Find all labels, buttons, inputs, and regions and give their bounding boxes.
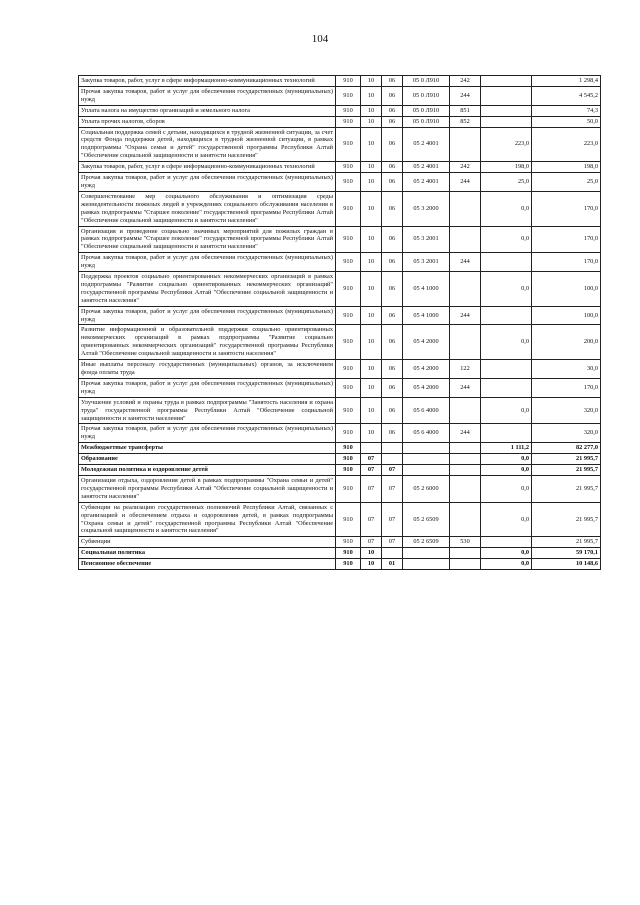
expense-type-code: 852 <box>450 116 481 127</box>
row-description: Развитие информационной и образовательной поддержки социально ориентированных некоммерческих организаций в рамках подпрограммы "Развитие социально ориентированных некоммерческих организаций" государственной программы Республики Алтай "Обеспечение социальной защищенности и занятости населения" <box>79 325 336 360</box>
admin-code: 910 <box>336 105 361 116</box>
admin-code: 910 <box>336 397 361 424</box>
expense-type-code <box>450 325 481 360</box>
subsection-code: 06 <box>382 272 403 307</box>
target-article-code: 05 0 Л910 <box>403 116 450 127</box>
subsection-code: 06 <box>382 173 403 192</box>
target-article-code: 05 0 Л910 <box>403 105 450 116</box>
amount-2: 82 277,0 <box>532 443 601 454</box>
admin-code: 910 <box>336 253 361 272</box>
amount-1 <box>481 86 532 105</box>
section-code: 07 <box>361 465 382 476</box>
table-row <box>79 127 601 162</box>
section-code: 10 <box>361 162 382 173</box>
expense-type-code: 244 <box>450 306 481 325</box>
expense-type-code: 244 <box>450 424 481 443</box>
amount-2: 4 545,2 <box>532 86 601 105</box>
target-article-code: 05 4 1000 <box>403 272 450 307</box>
amount-2: 100,0 <box>532 306 601 325</box>
amount-1: 0,0 <box>481 465 532 476</box>
expense-type-code <box>450 548 481 559</box>
admin-code: 910 <box>336 465 361 476</box>
row-description: Уплата прочих налогов, сборов <box>79 116 336 127</box>
amount-1: 0,0 <box>481 325 532 360</box>
admin-code: 910 <box>336 116 361 127</box>
amount-1: 25,0 <box>481 173 532 192</box>
expense-type-code: 244 <box>450 86 481 105</box>
table-row <box>79 465 601 476</box>
admin-code: 910 <box>336 475 361 502</box>
section-code <box>361 443 382 454</box>
table-row <box>79 253 601 272</box>
amount-2: 21 995,7 <box>532 454 601 465</box>
amount-1: 0,0 <box>481 226 532 253</box>
table-row <box>79 226 601 253</box>
expense-type-code <box>450 443 481 454</box>
table-row <box>79 443 601 454</box>
row-description: Закупка товаров, работ, услуг в сфере информационно-коммуникационных технологий <box>79 162 336 173</box>
admin-code: 910 <box>336 378 361 397</box>
section-code: 10 <box>361 424 382 443</box>
target-article-code: 05 3 2000 <box>403 191 450 226</box>
row-description: Социальная поддержка семей с детьми, находящихся в трудной жизненной ситуации, за счет средств Фонда поддержки детей, находящихся в трудной жизненной ситуации, в рамках подпрограммы "Охрана семьи и детей" государственной программы Республики Алтай "Обеспечение социальной защищенности и занятости населения" <box>79 127 336 162</box>
amount-2: 170,0 <box>532 191 601 226</box>
row-description: Субвенции на реализацию государственных полномочий Республики Алтай, связанных с организацией и обеспечением отдыха и оздоровления детей, в рамках подпрограммы "Охрана семьи и детей" государственной программы Республики Алтай "Обеспечение социальной защищенности и занятости населения" <box>79 502 336 537</box>
admin-code: 910 <box>336 559 361 570</box>
subsection-code: 06 <box>382 86 403 105</box>
table-row <box>79 116 601 127</box>
amount-2: 10 148,6 <box>532 559 601 570</box>
amount-2: 74,3 <box>532 105 601 116</box>
section-code: 10 <box>361 325 382 360</box>
amount-2: 320,0 <box>532 424 601 443</box>
subsection-code: 06 <box>382 162 403 173</box>
row-description: Прочая закупка товаров, работ и услуг для обеспечения государственных (муниципальных) нужд <box>79 306 336 325</box>
admin-code: 910 <box>336 325 361 360</box>
target-article-code: 05 6 4000 <box>403 424 450 443</box>
table-row <box>79 360 601 379</box>
amount-2: 21 995,7 <box>532 502 601 537</box>
subsection-code: 07 <box>382 537 403 548</box>
amount-2: 59 170,1 <box>532 548 601 559</box>
subsection-code: 07 <box>382 475 403 502</box>
subsection-code: 06 <box>382 360 403 379</box>
target-article-code: 05 2 6509 <box>403 502 450 537</box>
admin-code: 910 <box>336 443 361 454</box>
expense-type-code: 851 <box>450 105 481 116</box>
target-article-code: 05 6 4000 <box>403 397 450 424</box>
admin-code: 910 <box>336 306 361 325</box>
section-code: 10 <box>361 378 382 397</box>
expense-type-code <box>450 475 481 502</box>
section-code: 10 <box>361 306 382 325</box>
expense-type-code <box>450 191 481 226</box>
amount-1: 223,0 <box>481 127 532 162</box>
table-row <box>79 397 601 424</box>
subsection-code: 06 <box>382 105 403 116</box>
page-number: 104 <box>311 33 329 45</box>
amount-1 <box>481 105 532 116</box>
target-article-code: 05 2 4001 <box>403 173 450 192</box>
table-row <box>79 76 601 87</box>
amount-1 <box>481 76 532 87</box>
amount-2: 50,0 <box>532 116 601 127</box>
amount-2: 21 995,7 <box>532 475 601 502</box>
amount-2: 223,0 <box>532 127 601 162</box>
admin-code: 910 <box>336 127 361 162</box>
row-description: Образование <box>79 454 336 465</box>
admin-code: 910 <box>336 162 361 173</box>
amount-1: 0,0 <box>481 559 532 570</box>
section-code: 10 <box>361 360 382 379</box>
table-row <box>79 306 601 325</box>
section-code: 10 <box>361 559 382 570</box>
subsection-code: 06 <box>382 76 403 87</box>
row-description: Закупка товаров, работ, услуг в сфере информационно-коммуникационных технологий <box>79 76 336 87</box>
table-row <box>79 86 601 105</box>
subsection-code: 06 <box>382 378 403 397</box>
target-article-code: 05 2 6509 <box>403 537 450 548</box>
row-description: Прочая закупка товаров, работ и услуг для обеспечения государственных (муниципальных) нужд <box>79 173 336 192</box>
amount-1: 0,0 <box>481 191 532 226</box>
table-row <box>79 548 601 559</box>
amount-1 <box>481 306 532 325</box>
expense-type-code <box>450 127 481 162</box>
amount-2: 1 298,4 <box>532 76 601 87</box>
amount-2: 21 995,7 <box>532 465 601 476</box>
row-description: Уплата налога на имущество организаций и земельного налога <box>79 105 336 116</box>
section-code: 10 <box>361 548 382 559</box>
expense-type-code <box>450 272 481 307</box>
subsection-code: 06 <box>382 306 403 325</box>
row-description: Субвенции <box>79 537 336 548</box>
row-description: Поддержка проектов социально ориентированных некоммерческих организаций в рамках подпрограммы "Развитие социально ориентированных некоммерческих организаций" государственной программы Республики Алтай "Обеспечение социальной защищенности и занятости населения" <box>79 272 336 307</box>
expense-type-code: 242 <box>450 162 481 173</box>
expense-type-code: 244 <box>450 253 481 272</box>
target-article-code: 05 4 2000 <box>403 325 450 360</box>
subsection-code: 07 <box>382 465 403 476</box>
section-code: 10 <box>361 226 382 253</box>
table-row <box>79 537 601 548</box>
target-article-code: 05 4 2000 <box>403 360 450 379</box>
amount-1 <box>481 360 532 379</box>
admin-code: 910 <box>336 272 361 307</box>
target-article-code <box>403 443 450 454</box>
table-row <box>79 162 601 173</box>
row-description: Прочая закупка товаров, работ и услуг для обеспечения государственных (муниципальных) нужд <box>79 424 336 443</box>
section-code: 10 <box>361 86 382 105</box>
table-row <box>79 105 601 116</box>
admin-code: 910 <box>336 191 361 226</box>
expense-type-code <box>450 454 481 465</box>
amount-1 <box>481 378 532 397</box>
table-row <box>79 559 601 570</box>
section-code: 10 <box>361 116 382 127</box>
target-article-code <box>403 548 450 559</box>
admin-code: 910 <box>336 86 361 105</box>
subsection-code: 06 <box>382 226 403 253</box>
section-code: 10 <box>361 173 382 192</box>
amount-2: 25,0 <box>532 173 601 192</box>
subsection-code: 06 <box>382 325 403 360</box>
target-article-code <box>403 454 450 465</box>
section-code: 10 <box>361 191 382 226</box>
amount-1: 0,0 <box>481 502 532 537</box>
expense-type-code: 530 <box>450 537 481 548</box>
section-code: 07 <box>361 454 382 465</box>
row-description: Совершенствование мер социального обслуживания и оптимизация среды жизнедеятельности пожилых людей в учреждениях социального обслуживания населения в рамках подпрограммы "Старшее поколение" государственной программы Республики Алтай "Обеспечение социальной защищенности и занятости населения" <box>79 191 336 226</box>
admin-code: 910 <box>336 454 361 465</box>
row-description: Организация и проведение социально значимых мероприятий для пожилых граждан в рамках подпрограммы "Старшее поколение" государственной программы Республики Алтай "Обеспечение социальной защищенности и занятости населения" <box>79 226 336 253</box>
admin-code: 910 <box>336 424 361 443</box>
admin-code: 910 <box>336 502 361 537</box>
row-description: Улучшение условий и охраны труда в рамках подпрограммы "Занятость населения и охрана труда" государственной программы Республики Алтай "Обеспечение социальной защищенности и занятости населения" <box>79 397 336 424</box>
subsection-code: 06 <box>382 397 403 424</box>
subsection-code: 06 <box>382 424 403 443</box>
section-code: 07 <box>361 537 382 548</box>
table-row <box>79 454 601 465</box>
amount-1 <box>481 424 532 443</box>
amount-1 <box>481 116 532 127</box>
amount-1: 1 111,2 <box>481 443 532 454</box>
table-row <box>79 325 601 360</box>
section-code: 10 <box>361 397 382 424</box>
row-description: Прочая закупка товаров, работ и услуг для обеспечения государственных (муниципальных) нужд <box>79 378 336 397</box>
section-code: 10 <box>361 105 382 116</box>
table-row <box>79 191 601 226</box>
target-article-code: 05 2 4001 <box>403 162 450 173</box>
expense-type-code: 244 <box>450 173 481 192</box>
amount-2: 170,0 <box>532 253 601 272</box>
expense-type-code: 242 <box>450 76 481 87</box>
section-code: 10 <box>361 76 382 87</box>
subsection-code: 06 <box>382 127 403 162</box>
target-article-code: 05 3 2001 <box>403 253 450 272</box>
amount-2: 198,0 <box>532 162 601 173</box>
section-code: 07 <box>361 502 382 537</box>
table-row <box>79 378 601 397</box>
subsection-code: 06 <box>382 116 403 127</box>
expense-type-code <box>450 502 481 537</box>
subsection-code <box>382 548 403 559</box>
expense-type-code <box>450 465 481 476</box>
amount-1: 0,0 <box>481 454 532 465</box>
admin-code: 910 <box>336 360 361 379</box>
row-description: Прочая закупка товаров, работ и услуг для обеспечения государственных (муниципальных) нужд <box>79 86 336 105</box>
row-description: Прочая закупка товаров, работ и услуг для обеспечения государственных (муниципальных) нужд <box>79 253 336 272</box>
amount-2: 200,0 <box>532 325 601 360</box>
subsection-code: 01 <box>382 559 403 570</box>
admin-code: 910 <box>336 226 361 253</box>
amount-1: 0,0 <box>481 272 532 307</box>
section-code: 10 <box>361 127 382 162</box>
target-article-code: 05 0 Л910 <box>403 76 450 87</box>
amount-1: 0,0 <box>481 548 532 559</box>
expense-type-code: 122 <box>450 360 481 379</box>
section-code: 10 <box>361 253 382 272</box>
amount-2: 170,0 <box>532 226 601 253</box>
row-description: Пенсионное обеспечение <box>79 559 336 570</box>
admin-code: 910 <box>336 548 361 559</box>
table-row <box>79 173 601 192</box>
subsection-code <box>382 454 403 465</box>
target-article-code: 05 4 2000 <box>403 378 450 397</box>
target-article-code: 05 2 6000 <box>403 475 450 502</box>
budget-table <box>78 75 601 570</box>
subsection-code: 06 <box>382 191 403 226</box>
table-row <box>79 502 601 537</box>
target-article-code <box>403 465 450 476</box>
target-article-code: 05 3 2001 <box>403 226 450 253</box>
admin-code: 910 <box>336 173 361 192</box>
admin-code: 910 <box>336 537 361 548</box>
subsection-code: 07 <box>382 502 403 537</box>
row-description: Молодежная политика и оздоровление детей <box>79 465 336 476</box>
row-description: Организация отдыха, оздоровления детей в рамках подпрограммы "Охрана семьи и детей" государственной программы Республики Алтай "Обеспечение социальной защищенности и занятости населения" <box>79 475 336 502</box>
expense-type-code <box>450 226 481 253</box>
subsection-code: 06 <box>382 253 403 272</box>
amount-1: 0,0 <box>481 475 532 502</box>
amount-2: 30,0 <box>532 360 601 379</box>
table-row <box>79 272 601 307</box>
section-code: 10 <box>361 272 382 307</box>
target-article-code: 05 0 Л910 <box>403 86 450 105</box>
expense-type-code: 244 <box>450 378 481 397</box>
amount-2: 170,0 <box>532 378 601 397</box>
amount-2: 320,0 <box>532 397 601 424</box>
target-article-code <box>403 559 450 570</box>
target-article-code: 05 4 1000 <box>403 306 450 325</box>
section-code: 07 <box>361 475 382 502</box>
admin-code: 910 <box>336 76 361 87</box>
expense-type-code <box>450 397 481 424</box>
subsection-code <box>382 443 403 454</box>
expense-type-code <box>450 559 481 570</box>
row-description: Иные выплаты персоналу государственных (муниципальных) органов, за исключением фонда оплаты труда <box>79 360 336 379</box>
amount-1 <box>481 253 532 272</box>
amount-1: 0,0 <box>481 397 532 424</box>
amount-1: 198,0 <box>481 162 532 173</box>
amount-2: 21 995,7 <box>532 537 601 548</box>
amount-2: 100,0 <box>532 272 601 307</box>
table-row <box>79 475 601 502</box>
row-description: Социальная политика <box>79 548 336 559</box>
table-row <box>79 424 601 443</box>
amount-1 <box>481 537 532 548</box>
row-description: Межбюджетные трансферты <box>79 443 336 454</box>
target-article-code: 05 2 4001 <box>403 127 450 162</box>
